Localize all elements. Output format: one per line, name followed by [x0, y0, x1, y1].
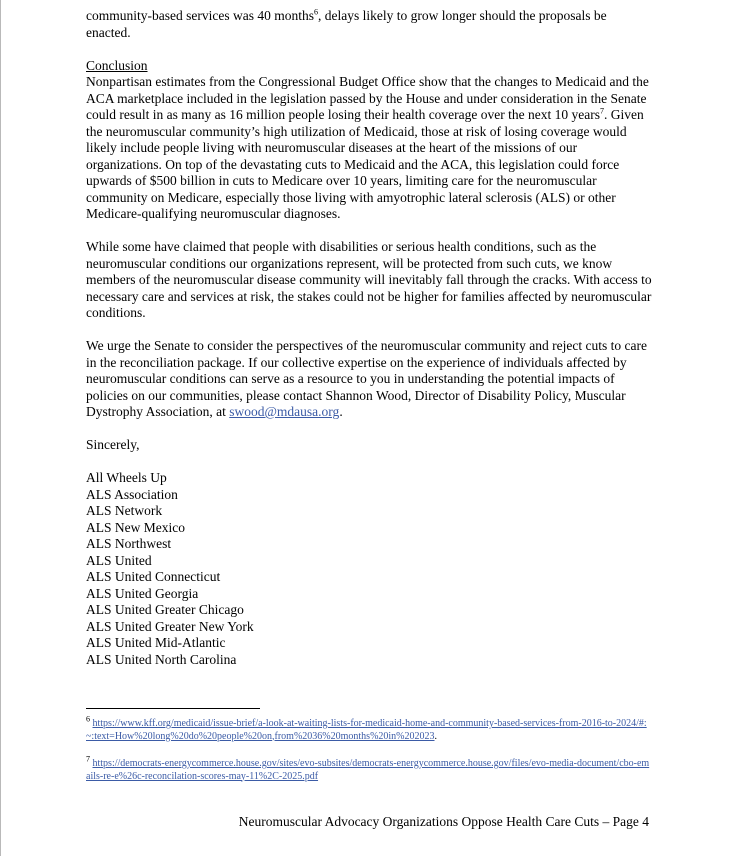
signatory-item: ALS United	[86, 552, 152, 568]
signatory-item: ALS New Mexico	[86, 519, 185, 535]
intro-text: community-based services was 40 months	[86, 8, 314, 23]
footnote-6-link[interactable]: https://www.kff.org/medicaid/issue-brief/a-look-at-waiting-lists-for-medicaid-home-and-community-based-services-from-2016-to-2024/#:~:text=How%20long%20do%20people%20on,from%2036%20months%20in%202023	[86, 718, 647, 742]
signatory-item: All Wheels Up	[86, 470, 167, 485]
conclusion-paragraph-2: While some have claimed that people with disabilities or serious health conditions, such as the neuromuscular conditions our organizations represent, will be protected from such cuts, we know members of the neuromuscular disease community will inevitably fall through the cracks. With access to necessary care and services at risk, the stakes could not be higher for families affected by neuromuscular conditions.	[86, 239, 652, 320]
signatory-item: ALS United Greater Chicago	[86, 602, 244, 617]
signatory-item: ALS Network	[86, 503, 163, 518]
page-footer: Neuromuscular Advocacy Organizations Oppose Health Care Cuts – Page 4	[238, 814, 649, 829]
page-left-border	[0, 0, 1, 856]
closing-salutation: Sincerely,	[86, 437, 140, 452]
footnote-separator	[86, 708, 260, 709]
letter-page	[86, 8, 652, 668]
footnote-ref-7[interactable]: 7	[599, 106, 604, 116]
signatory-item: ALS United North Carolina	[86, 651, 237, 667]
footnote-ref-6[interactable]: 6	[313, 7, 318, 17]
signatory-item: ALS United Connecticut	[86, 569, 221, 584]
signatory-item: ALS Association	[86, 486, 178, 502]
footnote-6-tail: .	[434, 730, 438, 742]
conclusion-heading: Conclusion	[86, 57, 148, 73]
signatory-item: ALS United Georgia	[86, 585, 199, 601]
footnote-6-number: 6	[86, 714, 90, 724]
footnote-7-link[interactable]: https://democrats-energycommerce.house.gov/sites/evo-subsites/democrats-energycommerce.house.gov/files/evo-media-document/cbo-emails-re-e%26c-reconcilation-scores-may-11%2C-2025.pdf	[86, 758, 650, 782]
signatory-item: ALS United Greater New York	[86, 618, 254, 634]
para1-text-a: Nonpartisan estimates from the Congressional Budget Office show that the changes to Medicaid and the ACA marketplace included in the legislation passed by the House and under consideration in the Senate could result in as many as 16 million people losing their health coverage over the next 10 years	[86, 74, 649, 122]
para3-tail: .	[339, 404, 343, 419]
contact-email-link[interactable]: swood@mdausa.org	[229, 404, 340, 419]
conclusion-paragraph-1	[86, 74, 652, 223]
signatory-item: ALS Northwest	[86, 536, 172, 551]
signatory-item: ALS United Mid-Atlantic	[86, 635, 226, 650]
footnote-7-number: 7	[86, 754, 90, 764]
footnote-6	[86, 714, 652, 743]
conclusion-paragraph-3	[86, 338, 652, 421]
signatory-list	[86, 470, 652, 668]
para3-text: We urge the Senate to consider the perspectives of the neuromuscular community and reject cuts to care in the reconciliation package. If our collective expertise on the experience of individuals affected by neuromuscular conditions can serve as a resource to you in understanding the potential impacts of policies on our communities, please contact Shannon Wood, Director of Disability Policy, Muscular Dystrophy Association, at	[86, 338, 647, 419]
para1-text-b: . Given the neuromuscular community’s high utilization of Medicaid, those at risk of losing coverage would likely include people living with neuromuscular diseases at the heart of the missions of our organizations. On top of the devastating cuts to Medicaid and the ACA, this legislation could force upwards of $500 billion in cuts to Medicare over 10 years, limiting care for the neuromuscular community on Medicare, especially those living with amyotrophic lateral sclerosis (ALS) or other Medicare-qualifying neuromuscular diagnoses.	[86, 107, 644, 221]
intro-paragraph	[86, 8, 652, 41]
footnote-7	[86, 754, 652, 783]
intro-tail: , delays likely to grow longer should the proposals be enacted.	[86, 8, 607, 40]
